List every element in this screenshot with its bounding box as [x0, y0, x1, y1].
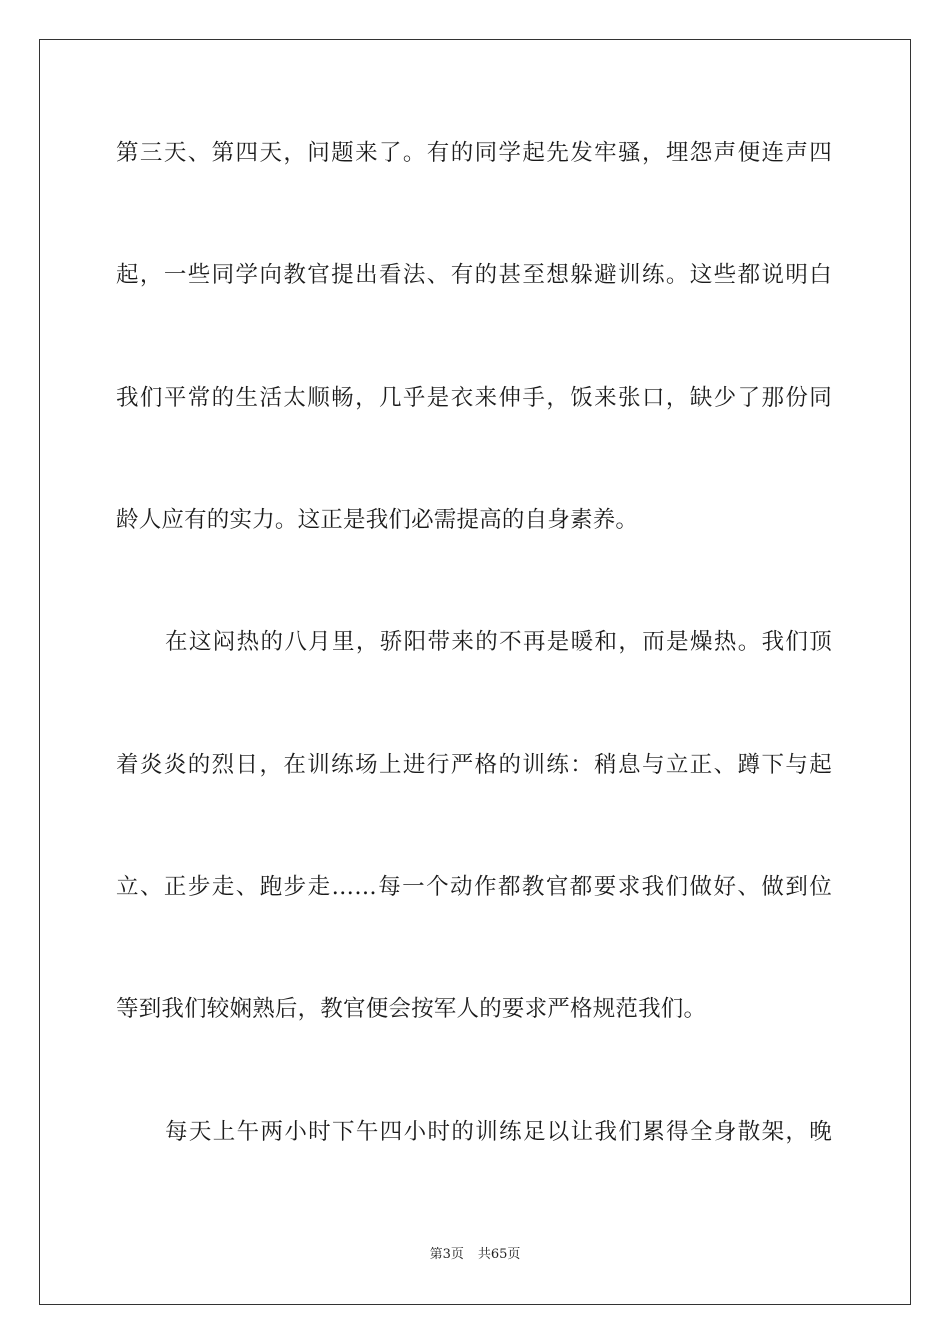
paragraph-line: 每天上午两小时下午四小时的训练足以让我们累得全身散架，晚: [165, 1119, 832, 1145]
paragraph-line: 等到我们较娴熟后，教官便会按军人的要求严格规范我们。: [116, 996, 707, 1022]
page-border: [39, 39, 911, 1305]
paragraph-line: 立、正步走、跑步走……每一个动作都教官都要求我们做好、做到位: [116, 874, 832, 900]
paragraph-line: 在这闷热的八月里，骄阳带来的不再是暖和，而是燥热。我们顶: [165, 629, 832, 655]
page-total: 共65页: [477, 1247, 521, 1262]
paragraph-line: 着炎炎的烈日，在训练场上进行严格的训练：稍息与立正、蹲下与起: [116, 752, 832, 778]
page-footer: [0, 1246, 950, 1264]
paragraph-line: 我们平常的生活太顺畅，几乎是衣来伸手，饭来张口，缺少了那份同: [116, 385, 832, 411]
paragraph-line: 龄人应有的实力。这正是我们必需提高的自身素养。: [116, 507, 639, 533]
paragraph-line: 起，一些同学向教官提出看法、有的甚至想躲避训练。这些都说明白: [116, 262, 832, 288]
paragraph-line: 第三天、第四天，问题来了。有的同学起先发牢骚，埋怨声便连声四: [116, 140, 832, 166]
page-number: 第3页: [429, 1247, 464, 1262]
